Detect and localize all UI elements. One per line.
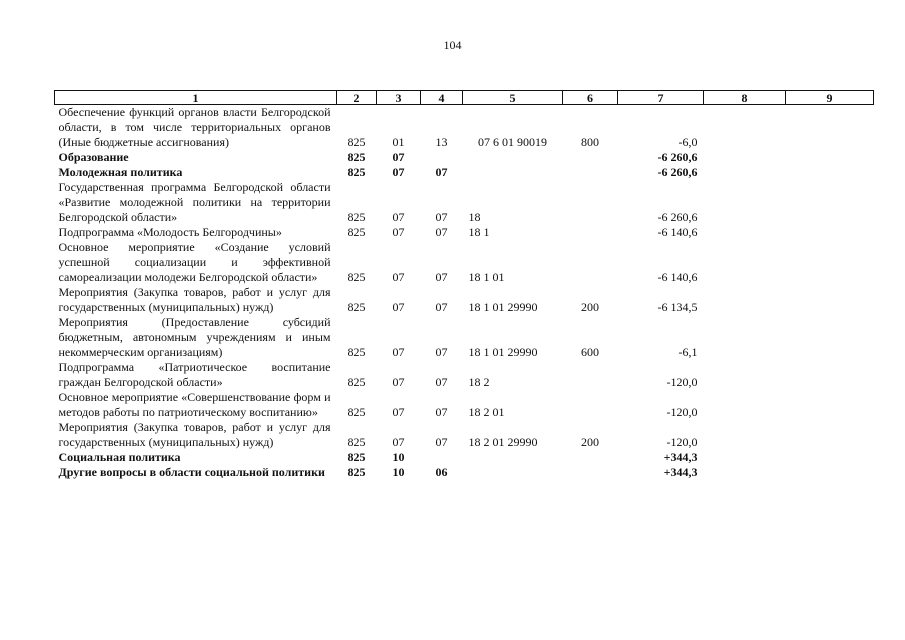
row-name: Мероприятия (Закупка товаров, работ и услуг для государственных (муниципальных) нужд) (58, 285, 331, 314)
row-expense-type: 200 (581, 300, 599, 314)
row-expense-type (563, 180, 618, 225)
row-col8 (704, 150, 786, 165)
row-col8 (704, 105, 786, 151)
row-subsection (421, 150, 463, 165)
row-col8 (704, 180, 786, 225)
header-cell: 8 (704, 91, 786, 105)
row-name: Основное мероприятие «Совершенствование форм и методов работы по патриотическому воспитанию» (58, 390, 331, 419)
row-ministry-code: 825 (347, 270, 366, 284)
row-subsection: 07 (435, 345, 448, 359)
table-row (55, 315, 874, 360)
table-row (55, 465, 874, 480)
row-subsection: 07 (435, 270, 448, 284)
row-col9 (786, 450, 874, 465)
row-col9 (786, 180, 874, 225)
row-amount: -6 260,6 (657, 210, 698, 224)
table-row (55, 150, 874, 165)
row-amount: -6 260,6 (657, 150, 698, 164)
row-name: Социальная политика (58, 450, 181, 464)
row-col9 (786, 315, 874, 360)
row-amount: -6 140,6 (657, 225, 698, 239)
row-col9 (786, 285, 874, 315)
row-name: Мероприятия (Предоставление субсидий бюджетным, автономным учреждениям и иным некоммерческим организациям) (58, 315, 331, 359)
row-col9 (786, 420, 874, 450)
table-row (55, 105, 874, 151)
row-ministry-code: 825 (347, 435, 366, 449)
row-col8 (704, 450, 786, 465)
row-target-article: 18 1 (468, 225, 490, 239)
row-ministry-code: 825 (347, 150, 366, 164)
row-target-article: 18 1 01 29990 (468, 300, 538, 314)
table-row (55, 390, 874, 420)
row-col8 (704, 285, 786, 315)
row-amount: -6 140,6 (657, 270, 698, 284)
row-subsection (421, 450, 463, 465)
page-number: 104 (443, 38, 462, 52)
row-target-article: 18 (468, 210, 481, 224)
row-col9 (786, 240, 874, 285)
row-name: Образование (58, 150, 129, 164)
row-target-article (463, 465, 563, 480)
row-section: 07 (392, 345, 405, 359)
table-row (55, 285, 874, 315)
row-section: 07 (392, 210, 405, 224)
row-ministry-code: 825 (347, 465, 366, 479)
row-col8 (704, 390, 786, 420)
row-target-article: 07 6 01 90019 (478, 135, 547, 149)
row-col9 (786, 105, 874, 151)
row-target-article: 18 2 (468, 375, 490, 389)
table-row (55, 165, 874, 180)
row-expense-type (563, 240, 618, 285)
row-expense-type (563, 360, 618, 390)
row-section: 07 (392, 300, 405, 314)
row-subsection: 07 (435, 225, 448, 239)
row-ministry-code: 825 (347, 375, 366, 389)
row-col9 (786, 390, 874, 420)
row-amount: -6 260,6 (657, 165, 698, 179)
table-row (55, 225, 874, 240)
row-amount: -120,0 (666, 405, 698, 419)
row-amount: +344,3 (663, 450, 698, 464)
header-cell: 6 (563, 91, 618, 105)
row-expense-type (563, 450, 618, 465)
header-cell: 7 (618, 91, 704, 105)
row-section: 07 (392, 405, 405, 419)
row-target-article: 18 2 01 29990 (468, 435, 538, 449)
row-subsection: 07 (435, 375, 448, 389)
row-target-article (463, 165, 563, 180)
table-row (55, 240, 874, 285)
row-amount: -120,0 (666, 375, 698, 389)
row-expense-type (563, 465, 618, 480)
budget-table (54, 90, 874, 480)
row-name: Обеспечение функций органов власти Белгородской области, в том числе территориальных органов (Иные бюджетные ассигнования) (58, 105, 331, 149)
row-col8 (704, 315, 786, 360)
row-section: 07 (392, 150, 405, 164)
row-expense-type (563, 225, 618, 240)
row-name: Другие вопросы в области социальной политики (58, 465, 325, 479)
row-subsection: 07 (435, 210, 448, 224)
row-subsection: 13 (435, 135, 448, 149)
row-name: Молодежная политика (58, 165, 183, 179)
header-cell: 9 (786, 91, 874, 105)
row-ministry-code: 825 (347, 450, 366, 464)
row-col8 (704, 165, 786, 180)
row-col8 (704, 465, 786, 480)
row-subsection: 07 (435, 165, 448, 179)
table-row (55, 180, 874, 225)
row-col8 (704, 360, 786, 390)
row-ministry-code: 825 (347, 225, 366, 239)
row-expense-type (563, 150, 618, 165)
row-ministry-code: 825 (347, 210, 366, 224)
row-name: Государственная программа Белгородской области «Развитие молодежной политики на территории Белгородской области» (58, 180, 331, 224)
row-col9 (786, 465, 874, 480)
row-amount: -120,0 (666, 435, 698, 449)
row-section: 07 (392, 435, 405, 449)
row-subsection: 07 (435, 300, 448, 314)
row-section: 10 (392, 450, 405, 464)
row-expense-type (563, 165, 618, 180)
row-name: Подпрограмма «Патриотическое воспитание граждан Белгородской области» (58, 360, 331, 389)
row-name: Мероприятия (Закупка товаров, работ и услуг для государственных (муниципальных) нужд) (58, 420, 331, 449)
row-section: 07 (392, 225, 405, 239)
table-row (55, 450, 874, 465)
row-ministry-code: 825 (347, 405, 366, 419)
row-amount: +344,3 (663, 465, 698, 479)
row-section: 07 (392, 165, 405, 179)
row-col9 (786, 225, 874, 240)
row-expense-type: 200 (581, 435, 599, 449)
row-col9 (786, 360, 874, 390)
row-subsection: 07 (435, 405, 448, 419)
row-target-article (463, 150, 563, 165)
row-target-article: 18 2 01 (468, 405, 505, 419)
row-ministry-code: 825 (347, 165, 366, 179)
row-ministry-code: 825 (347, 135, 366, 149)
header-cell: 3 (377, 91, 421, 105)
header-cell: 1 (55, 91, 337, 105)
row-ministry-code: 825 (347, 300, 366, 314)
row-section: 07 (392, 375, 405, 389)
row-section: 10 (392, 465, 405, 479)
table-row (55, 360, 874, 390)
row-amount: -6 134,5 (657, 300, 698, 314)
row-col8 (704, 240, 786, 285)
row-expense-type: 600 (581, 345, 599, 359)
header-cell: 2 (337, 91, 377, 105)
row-expense-type (563, 390, 618, 420)
row-target-article: 18 1 01 29990 (468, 345, 538, 359)
row-col9 (786, 150, 874, 165)
row-expense-type: 800 (581, 135, 599, 149)
row-col8 (704, 420, 786, 450)
table-header-row (55, 91, 874, 105)
table-row (55, 420, 874, 450)
row-col9 (786, 165, 874, 180)
header-cell: 5 (463, 91, 563, 105)
row-section: 01 (392, 135, 405, 149)
header-cell: 4 (421, 91, 463, 105)
row-section: 07 (392, 270, 405, 284)
row-target-article: 18 1 01 (468, 270, 505, 284)
row-subsection: 06 (435, 465, 448, 479)
row-target-article (463, 450, 563, 465)
row-name: Подпрограмма «Молодость Белгородчины» (58, 225, 282, 239)
row-amount: -6,0 (678, 135, 698, 149)
row-subsection: 07 (435, 435, 448, 449)
row-ministry-code: 825 (347, 345, 366, 359)
row-name: Основное мероприятие «Создание условий успешной социализации и эффективной самореализации молодежи Белгородской области» (58, 240, 331, 284)
row-amount: -6,1 (678, 345, 698, 359)
row-col8 (704, 225, 786, 240)
